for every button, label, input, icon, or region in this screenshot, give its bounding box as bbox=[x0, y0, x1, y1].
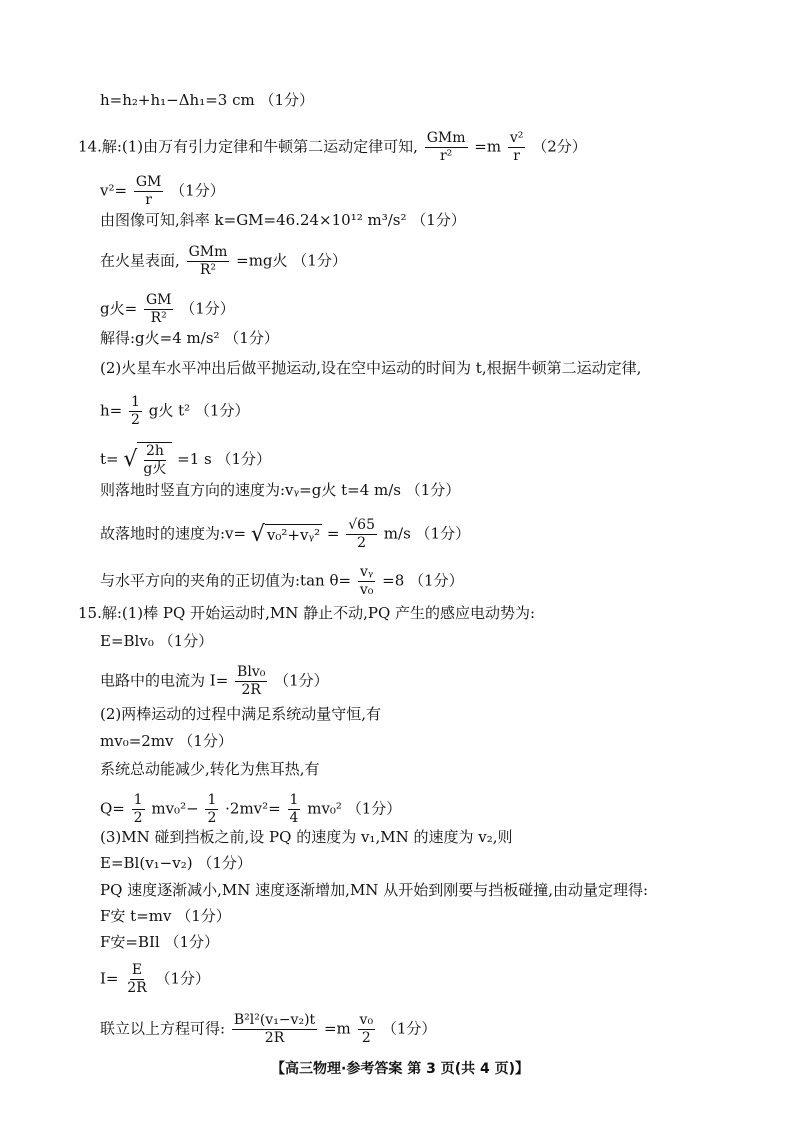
denominator: 2 bbox=[133, 810, 143, 826]
text: = bbox=[326, 524, 340, 543]
numerator: 1 bbox=[207, 792, 217, 808]
fraction bbox=[346, 517, 377, 552]
fraction bbox=[141, 443, 168, 478]
line-h-formula bbox=[100, 394, 249, 429]
line-combined bbox=[100, 1012, 436, 1047]
radicand bbox=[137, 442, 172, 478]
score: （1分） bbox=[180, 299, 235, 318]
text: g火 t² （1分） bbox=[148, 401, 250, 420]
fraction bbox=[187, 244, 230, 279]
line-current-ratio bbox=[100, 962, 210, 997]
score: （1分） bbox=[381, 1019, 437, 1038]
denominator: r² bbox=[439, 148, 453, 164]
denominator: r bbox=[145, 192, 152, 208]
line-vy bbox=[100, 480, 460, 500]
text: =mg火 （1分） bbox=[236, 251, 347, 270]
text: 电路中的电流为 I= bbox=[100, 671, 229, 690]
denominator: R² bbox=[150, 310, 167, 326]
text: t= bbox=[100, 450, 119, 468]
text: h= bbox=[100, 401, 123, 420]
fraction bbox=[358, 564, 376, 599]
text: F安 t=mv （1分） bbox=[100, 907, 231, 925]
text: PQ 速度逐渐减小,MN 速度逐渐增加,MN 从开始到刚要与挡板碰撞,由动量定理得: bbox=[100, 881, 649, 899]
denominator: r bbox=[513, 148, 520, 164]
line-momentum bbox=[100, 731, 233, 751]
numerator: √65 bbox=[348, 517, 376, 533]
fraction bbox=[232, 1012, 317, 1047]
text: mv₀=2mv （1分） bbox=[100, 732, 233, 750]
numerator: E bbox=[131, 962, 143, 978]
text: 在火星表面, bbox=[100, 251, 180, 270]
score: （1分） bbox=[155, 969, 211, 988]
denominator: 2R bbox=[264, 1030, 285, 1046]
numerator: vᵧ bbox=[360, 564, 374, 580]
line-energy-intro bbox=[100, 759, 320, 779]
fraction bbox=[132, 792, 145, 827]
denominator: 4 bbox=[289, 810, 299, 826]
text: E=Bl(v₁−v₂) （1分） bbox=[100, 854, 252, 872]
radicand: v₀²+vᵧ² bbox=[266, 526, 321, 544]
text: mv₀²− bbox=[151, 799, 199, 818]
text: 则落地时竖直方向的速度为:vᵧ=g火 t=4 m/s （1分） bbox=[100, 481, 461, 499]
text: (2)两棒运动的过程中满足系统动量守恒,有 bbox=[100, 705, 382, 723]
line-mars-surface bbox=[100, 244, 347, 279]
line-q14-intro bbox=[78, 130, 587, 165]
text: Q= bbox=[100, 799, 125, 818]
line-heat bbox=[100, 792, 401, 827]
text: =m bbox=[474, 137, 502, 156]
denominator: 2R bbox=[241, 682, 261, 698]
fraction bbox=[288, 792, 301, 827]
score: （2分） bbox=[532, 137, 587, 156]
numerator: B²l²(v₁−v₂)t bbox=[233, 1012, 316, 1028]
numerator: GMm bbox=[426, 130, 466, 146]
line-part2-intro bbox=[100, 358, 641, 378]
text: I= bbox=[100, 969, 119, 988]
line-h-result bbox=[100, 90, 314, 110]
numerator: Blv₀ bbox=[237, 664, 266, 680]
denominator: 2 bbox=[131, 412, 140, 428]
numerator: 1 bbox=[131, 394, 140, 410]
text: 解得:g火=4 m/s² （1分） bbox=[100, 329, 279, 347]
page-footer: 【高三物理·参考答案 第 3 页(共 4 页)】 bbox=[271, 1061, 529, 1077]
fraction bbox=[358, 1012, 376, 1047]
denominator: 2 bbox=[357, 535, 367, 551]
text: 15.解:(1)棒 PQ 开始运动时,MN 静止不动,PQ 产生的感应电动势为: bbox=[78, 604, 536, 622]
text: 14.解:(1)由万有引力定律和牛顿第二运动定律可知, bbox=[78, 137, 418, 156]
numerator: GM bbox=[145, 292, 172, 308]
line-v-landing bbox=[100, 517, 470, 552]
fraction bbox=[235, 664, 267, 699]
sqrt bbox=[123, 442, 172, 478]
denominator: g火 bbox=[143, 461, 167, 477]
text: F安=BIl （1分） bbox=[100, 933, 220, 951]
text: mv₀² （1分） bbox=[307, 799, 402, 818]
text: g火= bbox=[100, 299, 138, 318]
fraction bbox=[508, 130, 526, 165]
text: =1 s （1分） bbox=[177, 450, 272, 468]
line-emf bbox=[100, 631, 213, 651]
line-momentum-intro bbox=[100, 704, 381, 724]
denominator: 2 bbox=[361, 1030, 371, 1046]
numerator: v₀ bbox=[359, 1012, 374, 1028]
radical-sign: √ bbox=[123, 447, 138, 472]
fraction bbox=[125, 962, 148, 997]
denominator: 2R bbox=[127, 980, 147, 996]
line-g-result bbox=[100, 328, 279, 348]
text: 由图像可知,斜率 k=GM=46.24×10¹² m³/s² （1分） bbox=[100, 211, 466, 229]
fraction bbox=[144, 292, 174, 327]
line-t-formula bbox=[100, 442, 271, 478]
line-v-squared bbox=[100, 174, 225, 209]
text: E=Blv₀ （1分） bbox=[100, 632, 214, 650]
denominator: R² bbox=[199, 262, 217, 278]
line-ampere-force bbox=[100, 932, 219, 952]
text: =m bbox=[323, 1019, 351, 1038]
text: (3)MN 碰到挡板之前,设 PQ 的速度为 v₁,MN 的速度为 v₂,则 bbox=[100, 828, 513, 846]
numerator: GMm bbox=[188, 244, 228, 260]
line-g-mars bbox=[100, 292, 235, 327]
score: （1分） bbox=[274, 671, 329, 690]
line-tan-theta bbox=[100, 564, 464, 599]
line-impulse-intro bbox=[100, 880, 648, 900]
text: 系统总动能减少,转化为焦耳热,有 bbox=[100, 760, 320, 778]
fraction bbox=[205, 792, 218, 827]
line-emf-diff bbox=[100, 853, 252, 873]
line-part3-intro bbox=[100, 827, 513, 847]
radical-sign: √ bbox=[250, 521, 265, 547]
numerator: GM bbox=[135, 174, 162, 190]
numerator: 1 bbox=[289, 792, 299, 808]
sqrt bbox=[250, 521, 322, 547]
text: 联立以上方程可得: bbox=[100, 1019, 226, 1038]
score: （1分） bbox=[170, 181, 225, 200]
text: (2)火星车水平冲出后做平抛运动,设在空中运动的时间为 t,根据牛顿第二运动定律, bbox=[100, 359, 642, 377]
fraction bbox=[425, 130, 468, 165]
denominator: 2 bbox=[207, 810, 217, 826]
line-q15-intro bbox=[78, 603, 535, 623]
text: h=h₂+h₁−Δh₁=3 cm （1分） bbox=[100, 91, 315, 109]
numerator: 1 bbox=[133, 792, 143, 808]
fraction bbox=[134, 174, 164, 209]
text: v²= bbox=[100, 181, 128, 200]
numerator: v² bbox=[509, 130, 524, 146]
text: 故落地时的速度为:v= bbox=[100, 524, 247, 543]
line-current bbox=[100, 664, 329, 699]
text: 与水平方向的夹角的正切值为:tan θ= bbox=[100, 571, 352, 590]
denominator: v₀ bbox=[359, 582, 374, 598]
line-impulse bbox=[100, 906, 231, 926]
text: ·2mv²= bbox=[225, 799, 281, 818]
text: m/s （1分） bbox=[383, 524, 471, 543]
text: =8 （1分） bbox=[382, 571, 464, 590]
numerator: 2h bbox=[145, 443, 164, 459]
line-slope bbox=[100, 210, 466, 230]
fraction bbox=[129, 394, 142, 429]
